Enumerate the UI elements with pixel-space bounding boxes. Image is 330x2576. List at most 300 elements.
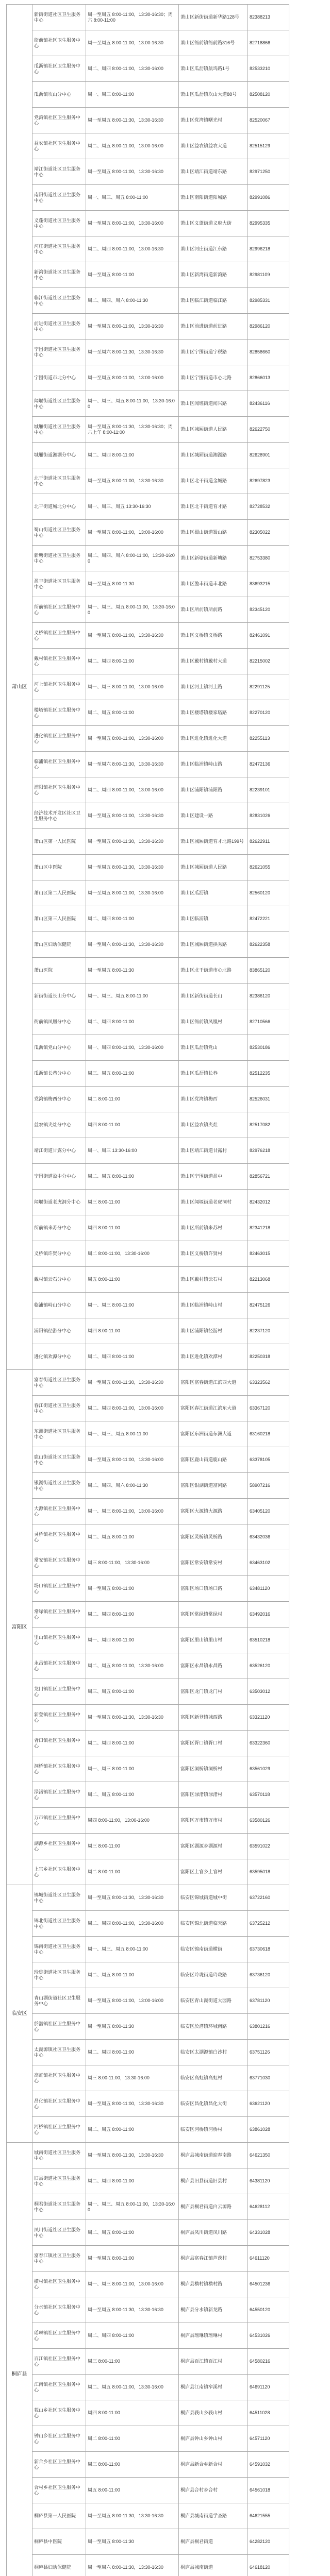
phone-number: 82991086 xyxy=(248,185,289,211)
address: 临安区锦城街道城中街 xyxy=(179,1885,248,1911)
center-name: 桐君街道社区卫生服务中心 xyxy=(32,2194,86,2220)
address: 萧山区浦阳镇浦阳路 xyxy=(179,777,248,803)
phone-number: 82753380 xyxy=(248,546,289,571)
table-row xyxy=(7,108,289,133)
phone-number: 64571120 xyxy=(248,2426,289,2452)
center-name: 江南镇社区卫生服务中心 xyxy=(32,2375,86,2400)
table-row xyxy=(7,546,289,571)
address: 桐庐县桐君街道白云源路 xyxy=(179,2194,248,2220)
address: 萧山区党湾镇曙光村 xyxy=(179,108,248,133)
service-hours: 周一至周五 8:00-11:30，13:30-16:30 xyxy=(86,108,179,133)
center-name: 宁围街道社区卫生服务中心 xyxy=(32,340,86,365)
address: 富阳区龙门镇龙门村 xyxy=(179,1679,248,1705)
table-row xyxy=(7,2297,289,2323)
address: 萧山区北干街道市心北路 xyxy=(179,958,248,984)
service-hours: 周二、周五 8:00-11:00 xyxy=(86,700,179,726)
address: 萧山区临江街道临江路 xyxy=(179,288,248,314)
phone-number: 64628112 xyxy=(248,2194,289,2220)
phone-number: 63503012 xyxy=(248,1679,289,1705)
center-name: 萧山医院 xyxy=(32,958,86,984)
service-hours: 周一至周五 8:00-11:00，13:30-16:00 xyxy=(86,726,179,752)
service-hours: 周三 8:00-11:00 xyxy=(86,1834,179,1859)
address: 萧山区宁围街道盈中 xyxy=(179,1164,248,1190)
service-hours: 周一、周三、周五 8:00-11:00，13:30-16:00 xyxy=(86,597,179,623)
phone-number: 63725212 xyxy=(248,1911,289,1937)
center-name: 高虹镇社区卫生服务中心 xyxy=(32,2065,86,2091)
phone-number: 64611120 xyxy=(248,2246,289,2272)
service-hours: 周二、周五 8:00-11:00 xyxy=(86,1962,179,1988)
service-hours: 周一至周五 8:00-11:30，13:30-16:30 xyxy=(86,2297,179,2323)
service-hours: 周二、周四 8:00-11:00 xyxy=(86,2040,179,2065)
table-row xyxy=(7,1112,289,1138)
center-name: 百江镇社区卫生服务中心 xyxy=(32,2349,86,2375)
phone-number: 82986120 xyxy=(248,314,289,340)
address: 富阳区常安镇常安村 xyxy=(179,1550,248,1576)
center-name: 义蓬街道社区卫生服务中心 xyxy=(32,211,86,236)
center-name: 锦南街道社区卫生服务中心 xyxy=(32,1937,86,1962)
phone-number: 63595018 xyxy=(248,1859,289,1885)
phone-number: 64621555 xyxy=(248,2503,289,2529)
service-hours: 周三 8:00-11:00，13:30-16:00 xyxy=(86,1550,179,1576)
center-name: 场口镇社区卫生服务中心 xyxy=(32,1576,86,1602)
center-name: 北干街道社区卫生服务中心 xyxy=(32,468,86,494)
phone-number: 82213068 xyxy=(248,1267,289,1293)
phone-number: 63591022 xyxy=(248,1834,289,1859)
phone-number: 63322360 xyxy=(248,1731,289,1756)
phone-number: 82560120 xyxy=(248,880,289,906)
center-name: 常绿镇社区卫生服务中心 xyxy=(32,1602,86,1628)
service-hours: 周一、周三 13:30-16:00 xyxy=(86,1138,179,1164)
center-name: 旧县街道社区卫生服务中心 xyxy=(32,2168,86,2194)
table-row xyxy=(7,82,289,108)
table-row xyxy=(7,1602,289,1628)
district-cell: 临安区 xyxy=(7,1885,32,2143)
center-name: 灵桥镇社区卫生服务中心 xyxy=(32,1524,86,1550)
service-hours: 周二、周四、周六 8:00-11:00，13:30-16:00 xyxy=(86,546,179,571)
table-row xyxy=(7,2014,289,2040)
table-row xyxy=(7,1628,289,1653)
address: 萧山区进化镇进化大道 xyxy=(179,726,248,752)
center-name: 衙前镇社区卫生服务中心 xyxy=(32,30,86,56)
service-hours: 周四 8:00-11:00 xyxy=(86,1318,179,1344)
table-row xyxy=(7,1988,289,2014)
address: 萧山区临浦镇 xyxy=(179,906,248,932)
service-hours: 周二、周四、周六 8:00-11:30 xyxy=(86,1473,179,1499)
center-name: 临江街道社区卫生服务中心 xyxy=(32,288,86,314)
table-row xyxy=(7,2478,289,2503)
phone-number: 82622750 xyxy=(248,417,289,443)
address: 临安区於潜镇环城南路 xyxy=(179,2014,248,2040)
address: 富阳区洞桥镇洞桥村 xyxy=(179,1756,248,1782)
phone-number: 58907216 xyxy=(248,1473,289,1499)
address: 富阳区东洲街道东洲大道 xyxy=(179,1421,248,1447)
service-hours: 周二、周四 8:00-11:00 xyxy=(86,443,179,468)
service-hours: 周二、周五 8:00-11:00 xyxy=(86,1782,179,1808)
service-hours: 周二、周五 8:00-11:00，13:30-16:00 xyxy=(86,1653,179,1679)
service-hours: 周一至周五 8:00-11:00，13:30-16:30 xyxy=(86,314,179,340)
table-row xyxy=(7,1782,289,1808)
service-hours: 周二、周五 8:00-11:00 xyxy=(86,2220,179,2246)
phone-number: 82341218 xyxy=(248,1215,289,1241)
phone-number: 63526120 xyxy=(248,1653,289,1679)
service-hours: 周二、周四 8:00-11:00，13:30-16:00 xyxy=(86,1911,179,1937)
center-name: 靖江街道甘露分中心 xyxy=(32,1138,86,1164)
center-name: 桐庐县妇幼保健院 xyxy=(32,2555,86,2576)
address: 萧山区河庄街道江东路 xyxy=(179,236,248,262)
address: 萧山区瓜沥镇航坞路1号 xyxy=(179,56,248,82)
table-row xyxy=(7,1215,289,1241)
phone-number: 63463102 xyxy=(248,1550,289,1576)
address: 富阳区上官乡上官村 xyxy=(179,1859,248,1885)
phone-number: 82215002 xyxy=(248,649,289,674)
phone-number: 63801216 xyxy=(248,2014,289,2040)
service-hours: 周一、周三 8:00-11:00，13:00-16:00 xyxy=(86,2272,179,2297)
table-row xyxy=(7,443,289,468)
address: 桐庐县分水镇新龙路 xyxy=(179,2297,248,2323)
service-hours: 周一、周三、周五 8:00-11:00 xyxy=(86,984,179,1009)
service-hours: 周一至周五 8:00-11:00，13:30-16:00 xyxy=(86,880,179,906)
table-row xyxy=(7,726,289,752)
phone-number: 82512235 xyxy=(248,1061,289,1087)
address: 桐庐县城南街道迎春南路 xyxy=(179,2143,248,2168)
phone-number: 82622911 xyxy=(248,829,289,855)
service-hours: 周二、周五 8:00-11:00，13:30-16:00 xyxy=(86,2375,179,2400)
phone-number: 64580216 xyxy=(248,2349,289,2375)
table-row xyxy=(7,1808,289,1834)
phone-number: 63561029 xyxy=(248,1756,289,1782)
service-hours: 周二、周五 8:00-11:00 xyxy=(86,1164,179,1190)
service-hours: 周四 8:00-11:00 xyxy=(86,1215,179,1241)
center-name: 靖江街道社区卫生服务中心 xyxy=(32,159,86,185)
service-hours: 周二、周四 8:00-11:00，13:00-16:00 xyxy=(86,1396,179,1421)
center-name: 洞桥镇社区卫生服务中心 xyxy=(32,1756,86,1782)
phone-number: 63432036 xyxy=(248,1524,289,1550)
service-hours: 周一至周五 8:00-11:30 xyxy=(86,571,179,597)
service-hours: 周一、周三、周五 8:00-11:00 xyxy=(86,1937,179,1962)
service-hours: 周一至周五 8:00-11:30，13:30-16:30 xyxy=(86,829,179,855)
center-name: 於潜镇社区卫生服务中心 xyxy=(32,2014,86,2040)
phone-number: 64531026 xyxy=(248,2323,289,2349)
address: 富阳区场口镇场口路 xyxy=(179,1576,248,1602)
table-row xyxy=(7,5,289,30)
phone-number: 83865120 xyxy=(248,958,289,984)
address: 萧山区宁围街道宁税路 xyxy=(179,340,248,365)
district-cell: 萧山区 xyxy=(7,5,32,1370)
address: 富阳区常绿镇常绿村 xyxy=(179,1602,248,1628)
table-row xyxy=(7,2452,289,2478)
district-cell: 富阳区 xyxy=(7,1370,32,1885)
service-hours: 周二、周四 8:00-11:00，13:30-16:00 xyxy=(86,56,179,82)
address: 富阳区万市镇万市村 xyxy=(179,1808,248,1834)
address: 桐庐县钟山乡钟山村 xyxy=(179,2426,248,2452)
center-name: 河上镇社区卫生服务中心 xyxy=(32,674,86,700)
table-row xyxy=(7,2194,289,2220)
table-row xyxy=(7,958,289,984)
table-row xyxy=(7,2246,289,2272)
center-name: 楼塔镇社区卫生服务中心 xyxy=(32,700,86,726)
phone-number: 63751126 xyxy=(248,2040,289,2065)
table-row xyxy=(7,2349,289,2375)
table-row xyxy=(7,1370,289,1396)
address: 萧山区城厢街道拱秀路 xyxy=(179,932,248,958)
phone-number: 82305022 xyxy=(248,520,289,546)
table-row xyxy=(7,262,289,288)
center-name: 桐庐县第一人民医院 xyxy=(32,2503,86,2529)
service-hours: 周一、周四 8:00-11:00 xyxy=(86,1628,179,1653)
address: 临安区河桥镇河桥村 xyxy=(179,2117,248,2143)
table-row xyxy=(7,1396,289,1421)
address: 萧山区戴村镇戴村大道 xyxy=(179,649,248,674)
center-name: 青山湖街道社区卫生服务中心 xyxy=(32,1988,86,2014)
phone-number: 82831026 xyxy=(248,803,289,829)
address: 萧山区益农镇夹灶 xyxy=(179,1112,248,1138)
address: 富阳区银湖街道富闲路 xyxy=(179,1473,248,1499)
phone-number: 82291125 xyxy=(248,674,289,700)
center-name: 宁围街道盈中分中心 xyxy=(32,1164,86,1190)
phone-number: 63323562 xyxy=(248,1370,289,1396)
center-name: 昌化镇社区卫生服务中心 xyxy=(32,2091,86,2117)
service-hours: 周一至周五 8:00-11:30，13:30-16:30 xyxy=(86,2503,179,2529)
table-row xyxy=(7,468,289,494)
address: 萧山区衙前镇凤凰村 xyxy=(179,1009,248,1035)
center-name: 衙前镇凤凰分中心 xyxy=(32,1009,86,1035)
center-name: 萧山区妇幼保健院 xyxy=(32,932,86,958)
address: 萧山区临浦镇峙山路 xyxy=(179,752,248,777)
phone-number: 82533210 xyxy=(248,56,289,82)
phone-number: 82858660 xyxy=(248,340,289,365)
service-hours: 周一、周三 8:00-11:00，13:00-16:00 xyxy=(86,1499,179,1524)
table-row xyxy=(7,211,289,236)
table-row xyxy=(7,2400,289,2426)
table-row xyxy=(7,288,289,314)
center-name: 胥口镇社区卫生服务中心 xyxy=(32,1731,86,1756)
table-row xyxy=(7,1731,289,1756)
address: 桐庐县城南街道学圣路 xyxy=(179,2503,248,2529)
center-name: 城南街道社区卫生服务中心 xyxy=(32,2143,86,2168)
service-hours: 周一至周五 8:00-11:00，13:00-16:30 xyxy=(86,30,179,56)
center-name: 富春江镇社区卫生服务中心 xyxy=(32,2246,86,2272)
center-name: 瓜沥镇党山分中心 xyxy=(32,1035,86,1061)
service-hours: 周一、周三、周五 8:00-11:00，13:30-16:00 xyxy=(86,391,179,417)
table-row xyxy=(7,2143,289,2168)
table-row xyxy=(7,2323,289,2349)
center-name: 湖源乡社区卫生服务中心 xyxy=(32,1834,86,1859)
center-name: 浦阳镇径游分中心 xyxy=(32,1318,86,1344)
service-hours: 周三、周五 8:00-11:00 xyxy=(86,1679,179,1705)
address: 萧山区城厢街道人民路 xyxy=(179,855,248,880)
phone-number: 82475126 xyxy=(248,1293,289,1318)
address: 桐庐县江南镇窄溪村 xyxy=(179,2375,248,2400)
phone-number: 82250318 xyxy=(248,1344,289,1370)
center-name: 凤川街道社区卫生服务中心 xyxy=(32,2220,86,2246)
address: 萧山区建设一路 xyxy=(179,803,248,829)
phone-number: 82622358 xyxy=(248,932,289,958)
service-hours: 周一至周五 8:00-11:00，13:30-16:30 xyxy=(86,468,179,494)
address: 萧山区蜀山街道蜀山路 xyxy=(179,520,248,546)
address: 临安区锦北街道临天路 xyxy=(179,1911,248,1937)
phone-number: 82621055 xyxy=(248,855,289,880)
phone-number: 82388213 xyxy=(248,5,289,30)
phone-number: 63771030 xyxy=(248,2065,289,2091)
address: 桐庐县凤川街道凤川路 xyxy=(179,2220,248,2246)
center-name: 南阳街道社区卫生服务中心 xyxy=(32,185,86,211)
service-hours: 周一、周三 8:00-11:00，13:00-16:00 xyxy=(86,674,179,700)
service-hours: 周二、周四、周六 8:00-11:30 xyxy=(86,288,179,314)
address: 富阳区渌渚镇渌渚村 xyxy=(179,1782,248,1808)
service-hours: 周二、周四 8:00-11:00 xyxy=(86,1009,179,1035)
center-name: 所前镇来苏分中心 xyxy=(32,1215,86,1241)
center-name: 太湖源镇社区卫生服务中心 xyxy=(32,2040,86,2065)
table-row xyxy=(7,2168,289,2194)
service-hours: 周二、周五 8:00-11:00 xyxy=(86,2117,179,2143)
phone-number: 82697823 xyxy=(248,468,289,494)
table-row xyxy=(7,1035,289,1061)
table-row xyxy=(7,880,289,906)
table-row xyxy=(7,2426,289,2452)
phone-number: 63736120 xyxy=(248,1962,289,1988)
table-row xyxy=(7,236,289,262)
address: 萧山区义桥镇义桥路 xyxy=(179,623,248,649)
address: 桐庐县富春江镇芦茨村 xyxy=(179,2246,248,2272)
address: 桐庐县莪山乡莪山村 xyxy=(179,2400,248,2426)
table-row xyxy=(7,855,289,880)
center-name: 瓜沥镇社区卫生服务中心 xyxy=(32,56,86,82)
address: 富阳区新登镇城西路 xyxy=(179,1705,248,1731)
table-row xyxy=(7,906,289,932)
table-row xyxy=(7,1756,289,1782)
center-name: 大源镇社区卫生服务中心 xyxy=(32,1499,86,1524)
address: 萧山区临浦镇峙山村 xyxy=(179,1293,248,1318)
phone-number: 82386120 xyxy=(248,984,289,1009)
service-hours: 周一至周五 8:00-11:00，13:00-16:00 xyxy=(86,1988,179,2014)
phone-number: 82520067 xyxy=(248,108,289,133)
address: 富阳区胥口镇胥口村 xyxy=(179,1731,248,1756)
service-hours: 周一至周五 8:00-11:00，13:30-16:00 xyxy=(86,1447,179,1473)
service-hours: 周一、周三、周五 8:00-11:00 xyxy=(86,185,179,211)
table-row xyxy=(7,1344,289,1370)
service-hours: 周一、周三、周五 8:00-11:00，13:30-16:00 xyxy=(86,2194,179,2220)
table-row xyxy=(7,700,289,726)
table-row xyxy=(7,752,289,777)
table-row xyxy=(7,417,289,443)
service-hours: 周一至周五 8:00-11:00 xyxy=(86,1576,179,1602)
service-hours: 周一至周五 8:00-11:30 xyxy=(86,2014,179,2040)
address: 萧山区盈丰街道丰北路 xyxy=(179,571,248,597)
table-row xyxy=(7,1962,289,1988)
phone-number: 82239101 xyxy=(248,777,289,803)
phone-number: 82866013 xyxy=(248,365,289,391)
table-row xyxy=(7,1293,289,1318)
service-hours: 周一至周五 8:00-11:00 xyxy=(86,262,179,288)
phone-number: 64511028 xyxy=(248,2400,289,2426)
table-row xyxy=(7,2040,289,2065)
phone-number: 82728532 xyxy=(248,494,289,520)
center-name: 钟山乡社区卫生服务中心 xyxy=(32,2426,86,2452)
table-row xyxy=(7,2065,289,2091)
address: 临安区太湖源镇白沙村 xyxy=(179,2040,248,2065)
address: 桐庐县城南街道 xyxy=(179,2555,248,2576)
address: 萧山区城厢街道湘湖路 xyxy=(179,443,248,468)
center-name: 新合乡社区卫生服务中心 xyxy=(32,2452,86,2478)
phone-number: 82515129 xyxy=(248,133,289,159)
phone-number: 82718866 xyxy=(248,30,289,56)
center-name: 益农镇夹灶分中心 xyxy=(32,1112,86,1138)
service-hours: 周一、周四 8:00-11:00，13:30-16:00 xyxy=(86,1035,179,1061)
phone-number: 83693215 xyxy=(248,571,289,597)
center-name: 萧山区第三人民医院 xyxy=(32,906,86,932)
address: 桐庐县新合乡新合村 xyxy=(179,2452,248,2478)
center-name: 渌渚镇社区卫生服务中心 xyxy=(32,1782,86,1808)
phone-number: 82996218 xyxy=(248,236,289,262)
center-name: 闻堰街道社区卫生服务中心 xyxy=(32,391,86,417)
center-name: 经济技术开发区社区卫生服务中心 xyxy=(32,803,86,829)
table-row xyxy=(7,1473,289,1499)
center-name: 新登镇社区卫生服务中心 xyxy=(32,1705,86,1731)
table-row xyxy=(7,133,289,159)
service-hours: 周四 8:00-11:00 xyxy=(86,2400,179,2426)
address: 萧山区瓜沥镇 xyxy=(179,880,248,906)
phone-number: 63580126 xyxy=(248,1808,289,1834)
address: 萧山区浦阳镇径游村 xyxy=(179,1318,248,1344)
center-name: 所前镇社区卫生服务中心 xyxy=(32,597,86,623)
address: 富阳区湖源乡湖源村 xyxy=(179,1834,248,1859)
address: 萧山区城厢街道育才北路199号 xyxy=(179,829,248,855)
service-hours: 周三 8:00-11:00 xyxy=(86,2452,179,2478)
address: 富阳区春江街道江滨东大道 xyxy=(179,1396,248,1421)
phone-number: 63781120 xyxy=(248,1988,289,2014)
phone-number: 82530186 xyxy=(248,1035,289,1061)
address: 桐庐县百江镇百江村 xyxy=(179,2349,248,2375)
phone-number: 82237120 xyxy=(248,1318,289,1344)
table-row xyxy=(7,1318,289,1344)
phone-number: 82526031 xyxy=(248,1087,289,1112)
center-name: 益农镇社区卫生服务中心 xyxy=(32,133,86,159)
center-name: 新街街道长山分中心 xyxy=(32,984,86,1009)
center-name: 进化镇欢潭分中心 xyxy=(32,1344,86,1370)
table-row xyxy=(7,159,289,185)
service-hours: 周二 8:00-11:00，13:30-16:00 xyxy=(86,1241,179,1267)
phone-number: 82517082 xyxy=(248,1112,289,1138)
table-row xyxy=(7,2503,289,2529)
phone-number: 64618120 xyxy=(248,2555,289,2576)
table-row xyxy=(7,365,289,391)
center-name: 盈丰街道社区卫生服务中心 xyxy=(32,571,86,597)
service-hours: 周一至周五 8:00-11:30，13:30-16:30 xyxy=(86,1370,179,1396)
center-name: 东洲街道社区卫生服务中心 xyxy=(32,1421,86,1447)
center-name: 瓜沥镇长巷分中心 xyxy=(32,1061,86,1087)
table-row xyxy=(7,1550,289,1576)
address: 萧山区新街街道长山 xyxy=(179,984,248,1009)
address: 富阳区里山镇里山村 xyxy=(179,1628,248,1653)
center-name: 临浦镇峙山分中心 xyxy=(32,1293,86,1318)
table-row xyxy=(7,2375,289,2400)
address: 萧山区衙前镇衙前路316号 xyxy=(179,30,248,56)
service-hours: 周一至周六 8:00-11:30，13:30-16:30 xyxy=(86,932,179,958)
table-row xyxy=(7,1447,289,1473)
phone-number: 82472221 xyxy=(248,906,289,932)
address: 萧山区闻堰街道闻兴路 xyxy=(179,391,248,417)
table-row xyxy=(7,803,289,829)
address: 萧山区楼塔镇楼家塔路 xyxy=(179,700,248,726)
phone-number: 63321120 xyxy=(248,1705,289,1731)
table-row xyxy=(7,984,289,1009)
center-name: 戴村镇云石分中心 xyxy=(32,1267,86,1293)
table-row xyxy=(7,674,289,700)
phone-number: 82461091 xyxy=(248,623,289,649)
phone-number: 64331028 xyxy=(248,2220,289,2246)
address: 萧山区戴村镇云石村 xyxy=(179,1267,248,1293)
phone-number: 63481120 xyxy=(248,1576,289,1602)
